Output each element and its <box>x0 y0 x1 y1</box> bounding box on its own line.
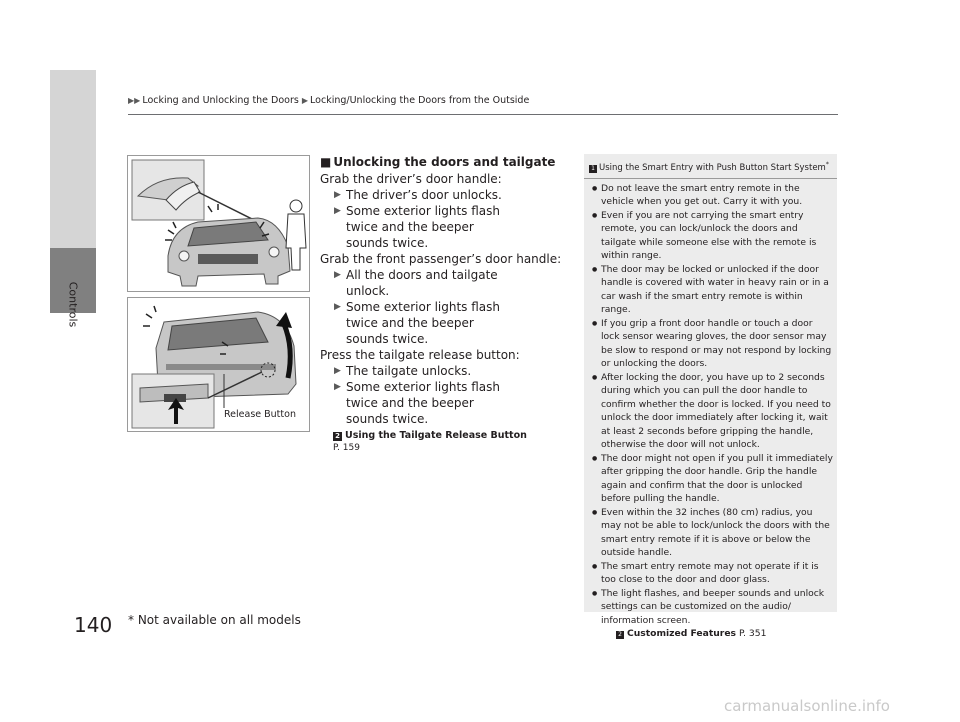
footnote: * Not available on all models <box>128 613 301 627</box>
note-item: ● If you grip a front door handle or touch a door lock sensor wearing gloves, the door sensor may be slow to respond or may not respond by locking or unlocking the doors. <box>592 317 833 371</box>
note-item: ● The door may be locked or unlocked if the door handle is covered with water in heavy rain or in a car wash if the smart entry remote is within range. <box>592 263 833 317</box>
release-button-label: Release Button <box>224 409 296 420</box>
triangle-right-icon: ▶ <box>334 206 341 216</box>
figure-door-handle <box>127 155 310 292</box>
instruction-intro: Grab the driver’s door handle: <box>320 172 502 186</box>
xref-page[interactable]: P. 159 <box>333 443 360 453</box>
triangle-right-icon: ▶ <box>334 190 341 200</box>
side-tab <box>50 70 96 248</box>
triangle-right-icon: ▶ <box>334 270 341 280</box>
triangle-right-icon: ▶ <box>334 382 341 392</box>
instruction-result: ▶ The tailgate unlocks. <box>334 364 472 378</box>
side-tab-label: Controls <box>66 281 80 328</box>
main-content <box>320 154 562 454</box>
note-item: ● Do not leave the smart entry remote in the vehicle when you get out. Carry it with you. <box>592 182 833 209</box>
triangle-right-icon: ▶ <box>301 96 309 105</box>
note-item: ● The smart entry remote may not operate if it is too close to the door and door glass. <box>592 560 833 587</box>
xref-link[interactable]: 2 Using the Tailgate Release Button <box>320 429 520 442</box>
note-item: ● Even within the 32 inches (80 cm) radius, you may not be able to lock/unlock the doors with the smart entry remote if it is above or below the outside handle. <box>592 506 833 560</box>
triangle-right-icon: ▶▶ <box>128 96 141 105</box>
note-item: ● After locking the door, you have up to 2 seconds during which you can pull the door handle to confirm whether the door is locked. If you need to unlock the door immediately after locking it, wait at least 2 seconds before gripping the handle, otherwise the door will not unlock. <box>592 371 833 452</box>
figure-tailgate-release <box>127 297 310 432</box>
note-item: ● The light flashes, and beeper sounds and unlock settings can be customized on the audio/ information screen. <box>592 587 833 628</box>
page-number: 140 <box>74 613 113 637</box>
watermark: carmanualsonline.info <box>724 697 890 715</box>
triangle-right-icon: ▶ <box>334 302 341 312</box>
note-marker-icon: 1 <box>589 165 597 173</box>
section-heading: ■ Unlocking the doors and tailgate <box>320 155 556 169</box>
instruction-result: ▶ Some exterior lights flash twice and the beeper sounds twice. <box>334 300 500 346</box>
breadcrumb-item[interactable]: Locking and Unlocking the Doors <box>142 95 299 106</box>
xref-icon: 2 <box>333 432 342 441</box>
triangle-right-icon: ▶ <box>334 366 341 376</box>
note-title: 1 Using the Smart Entry with Push Button Start System* <box>584 154 837 174</box>
car-front-illustration <box>128 156 309 291</box>
breadcrumb <box>128 95 529 106</box>
note-xref-link[interactable]: 2 Customized Features P. 351 <box>584 627 837 641</box>
instruction-result: ▶ The driver’s door unlocks. <box>334 188 502 202</box>
note-item: ● Even if you are not carrying the smart entry remote, you can lock/unlock the doors and tailgate while someone else with the remote is within range. <box>592 209 833 263</box>
instruction-result: ▶ All the doors and tailgate unlock. <box>334 268 498 298</box>
instruction-result: ▶ Some exterior lights flash twice and the beeper sounds twice. <box>334 380 500 426</box>
note-box <box>584 154 837 640</box>
xref-icon: 2 <box>616 631 624 639</box>
note-item: ● The door might not open if you pull it immediately after gripping the door handle. Grip the handle again and confirm that the door is unlocked before pulling the handle. <box>592 452 833 506</box>
instruction-intro: Grab the front passenger’s door handle: <box>320 252 562 266</box>
instruction-intro: Press the tailgate release button: <box>320 348 520 362</box>
header-rule <box>128 114 838 115</box>
note-list <box>584 182 837 628</box>
breadcrumb-item[interactable]: Locking/Unlocking the Doors from the Outside <box>310 95 530 106</box>
instruction-result: ▶ Some exterior lights flash twice and the beeper sounds twice. <box>334 204 500 250</box>
note-rule <box>584 178 837 179</box>
